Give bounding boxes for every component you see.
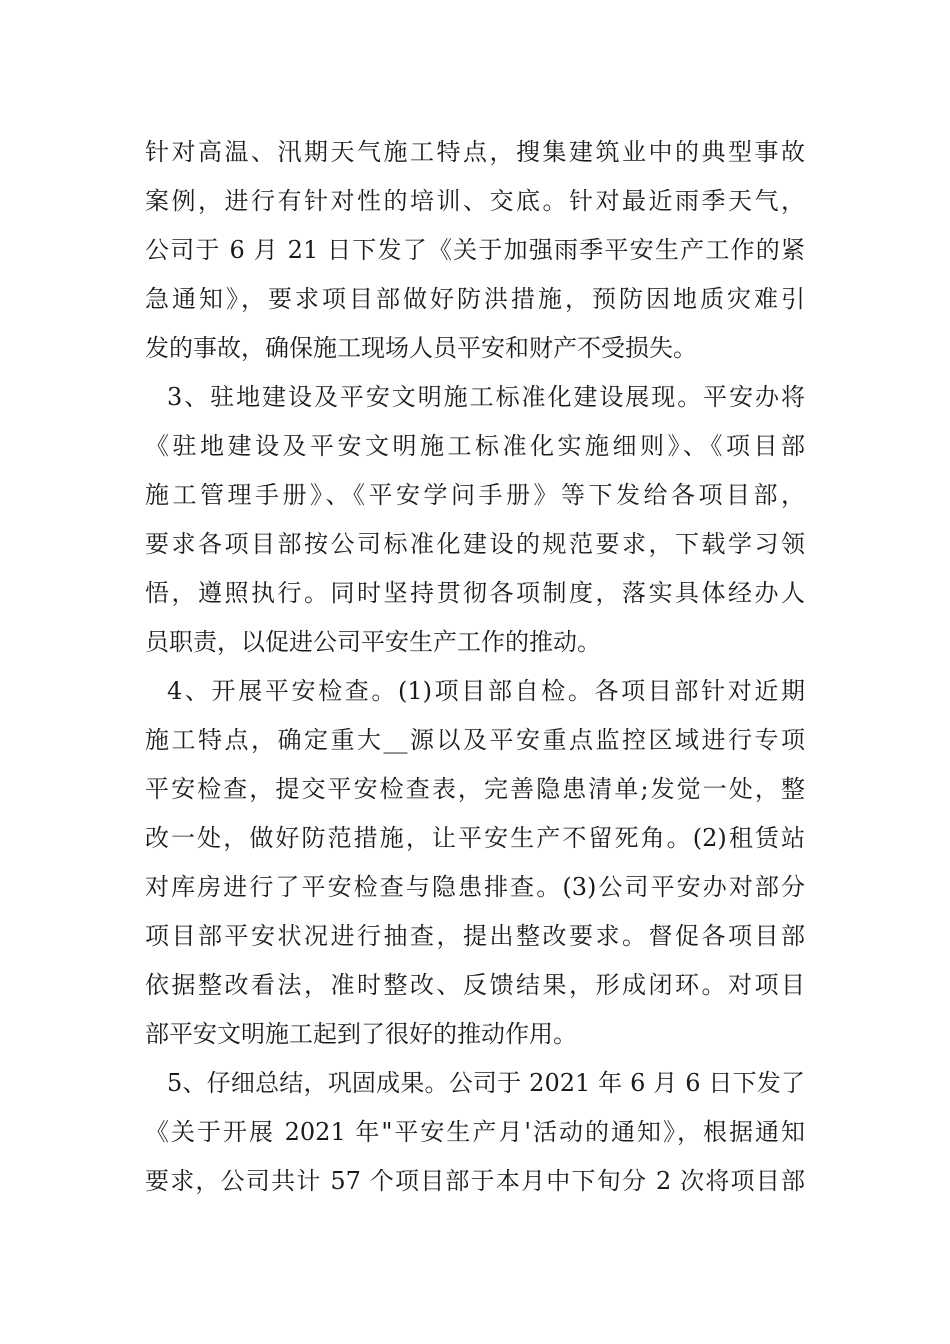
text-line-18: 依据整改看法，准时整改、反馈结果，形成闭环。对项目 (145, 971, 805, 999)
text-line-12: 4、开展平安检查。(1)项目部自检。各项目部针对近期 (167, 677, 805, 705)
text-line-13: 施工特点，确定重大__源以及平安重点监控区域进行专项 (145, 726, 805, 754)
text-line-1: 针对高温、汛期天气施工特点，搜集建筑业中的典型事故 (145, 138, 805, 166)
text-line-14: 平安检查，提交平安检查表，完善隐患清单;发觉一处，整 (145, 775, 805, 803)
text-line-4: 急通知》，要求项目部做好防洪措施，预防因地质灾难引 (145, 285, 805, 313)
text-line-16: 对库房进行了平安检查与隐患排查。(3)公司平安办对部分 (145, 873, 805, 901)
text-line-11: 员职责，以促进公司平安生产工作的推动。 (145, 628, 601, 656)
text-line-5: 发的事故，确保施工现场人员平安和财产不受损失。 (145, 334, 697, 362)
text-line-15: 改一处，做好防范措施，让平安生产不留死角。(2)租赁站 (145, 824, 805, 852)
document-body (145, 128, 805, 1206)
text-line-3: 公司于 6 月 21 日下发了《关于加强雨季平安生产工作的紧 (145, 236, 805, 264)
text-line-7: 《驻地建设及平安文明施工标准化实施细则》、《项目部 (145, 432, 805, 460)
text-line-17: 项目部平安状况进行抽查，提出整改要求。督促各项目部 (145, 922, 805, 950)
text-line-10: 悟，遵照执行。同时坚持贯彻各项制度，落实具体经办人 (145, 579, 805, 607)
text-line-20: 5、仔细总结，巩固成果。公司于 2021 年 6 月 6 日下发了 (167, 1069, 805, 1097)
text-line-8: 施工管理手册》、《平安学问手册》等下发给各项目部， (145, 481, 805, 509)
text-line-6: 3、驻地建设及平安文明施工标准化建设展现。平安办将 (167, 383, 805, 411)
text-line-22: 要求，公司共计 57 个项目部于本月中下旬分 2 次将项目部 (145, 1167, 805, 1195)
text-line-21: 《关于开展 2021 年"平安生产月'活动的通知》，根据通知 (145, 1118, 805, 1146)
text-line-19: 部平安文明施工起到了很好的推动作用。 (145, 1020, 577, 1048)
text-line-9: 要求各项目部按公司标准化建设的规范要求，下载学习领 (145, 530, 805, 558)
text-line-2: 案例，进行有针对性的培训、交底。针对最近雨季天气， (145, 187, 805, 215)
